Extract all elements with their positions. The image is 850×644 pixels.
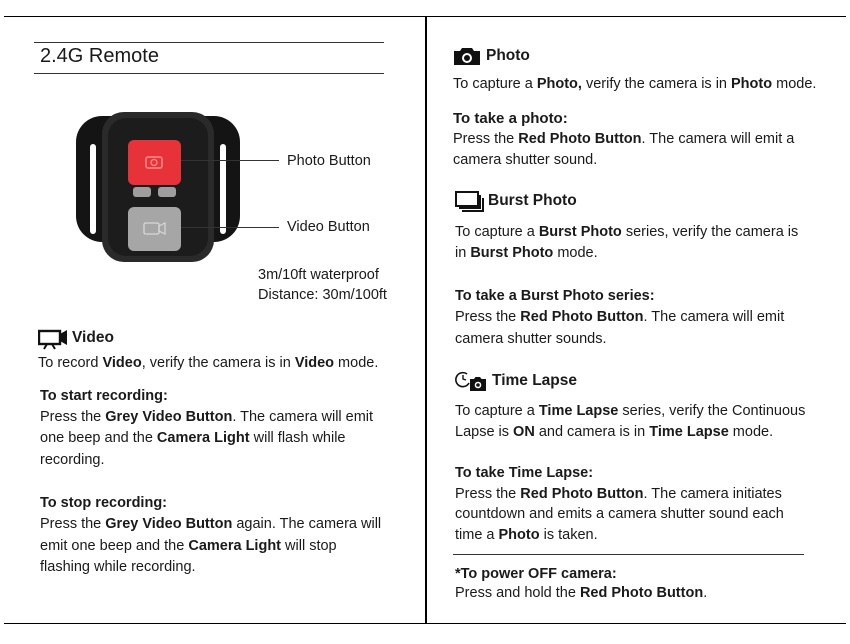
take-time-lapse-line1: Press the Red Photo Button. The camera initiates	[455, 486, 782, 502]
take-photo-line2: camera shutter sound.	[453, 152, 598, 168]
start-recording-line1: Press the Grey Video Button. The camera will emit	[40, 409, 374, 425]
video-intro: To record Video, verify the camera is in Video mode.	[38, 355, 379, 371]
take-time-lapse-line2: countdown and emits a camera shutter sound each	[455, 506, 784, 522]
video-button-leader	[181, 227, 279, 228]
take-time-lapse-line3: time a Photo is taken.	[455, 527, 598, 543]
power-off-line1: Press and hold the Red Photo Button.	[455, 585, 708, 601]
time-lapse-intro-line1: To capture a Time Lapse series, verify the Continuous	[455, 403, 806, 419]
waterproof-spec: 3m/10ft waterproof	[258, 267, 379, 283]
start-recording-line3: recording.	[40, 452, 105, 468]
start-recording-heading: To start recording:	[40, 388, 168, 404]
burst-intro-line1: To capture a Burst Photo series, verify the camera is	[455, 224, 799, 240]
stop-recording-line2: emit one beep and the Camera Light will stop	[40, 538, 337, 554]
column-divider	[425, 16, 427, 624]
burst-intro-line2: in Burst Photo mode.	[455, 245, 598, 261]
start-recording-line2: one beep and the Camera Light will flash while	[40, 430, 346, 446]
video-heading: Video	[72, 329, 114, 346]
title-rule-top	[34, 42, 384, 43]
page-title: 2.4G Remote	[40, 45, 159, 67]
photo-button-leader	[181, 160, 279, 161]
photo-heading: Photo	[486, 47, 530, 64]
take-burst-line2: camera shutter sounds.	[455, 331, 607, 347]
burst-photo-icon	[455, 191, 485, 213]
camera-icon	[453, 46, 481, 66]
stop-recording-line1: Press the Grey Video Button again. The camera will	[40, 516, 382, 532]
time-lapse-intro-line2: Lapse is ON and camera is in Time Lapse mode.	[455, 424, 774, 440]
stop-recording-heading: To stop recording:	[40, 495, 168, 511]
stop-recording-line3: flashing while recording.	[40, 559, 196, 575]
power-divider	[453, 554, 804, 555]
time-lapse-icon	[455, 370, 487, 392]
distance-spec: Distance: 30m/100ft	[258, 287, 387, 303]
photo-intro: To capture a Photo, verify the camera is in Photo mode.	[453, 76, 817, 92]
title-rule-bottom	[34, 73, 384, 74]
remote-illustration	[74, 110, 242, 265]
time-lapse-heading: Time Lapse	[492, 372, 578, 389]
photo-button-label: Photo Button	[287, 153, 371, 169]
video-camera-icon	[38, 328, 68, 350]
take-burst-heading: To take a Burst Photo series:	[455, 288, 655, 304]
burst-photo-heading: Burst Photo	[488, 192, 577, 209]
take-burst-line1: Press the Red Photo Button. The camera will emit	[455, 309, 785, 325]
video-button-label: Video Button	[287, 219, 370, 235]
take-photo-heading: To take a photo:	[453, 110, 568, 127]
power-off-heading: *To power OFF camera:	[455, 566, 617, 582]
take-photo-line1: Press the Red Photo Button. The camera will emit a	[453, 131, 795, 147]
take-time-lapse-heading: To take Time Lapse:	[455, 465, 594, 481]
